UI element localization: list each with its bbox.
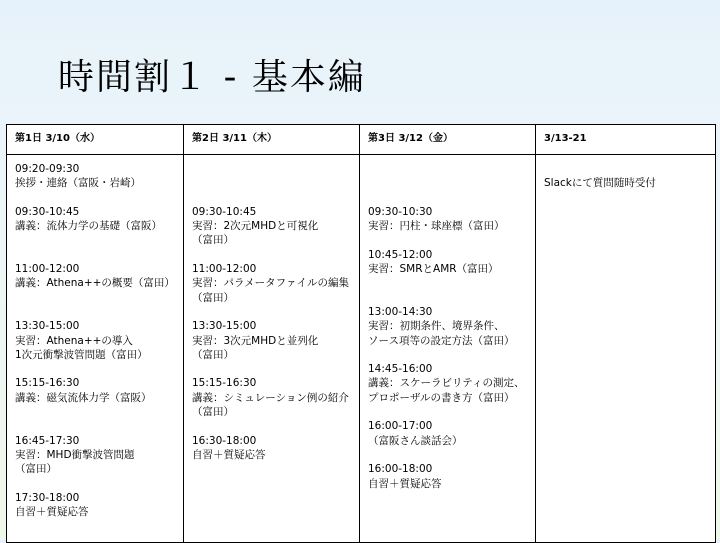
schedule-line: 実習：2次元MHDと可視化 — [192, 220, 319, 233]
schedule-body-row — [7, 155, 716, 543]
schedule-line: 講義：スケーラビリティの測定、 — [368, 377, 525, 390]
schedule-spacer — [368, 291, 535, 305]
schedule-line: 実習：初期条件、境界条件、 — [368, 320, 505, 333]
header-day2: 第2日 3/11（木） — [184, 125, 360, 155]
schedule-line: 講義：Athena++の概要（富田） — [15, 277, 175, 290]
schedule-spacer — [15, 419, 183, 433]
schedule-line: 09:30-10:45 — [192, 205, 257, 218]
schedule-line: ソース項等の設定方法（富田） — [368, 334, 515, 347]
schedule-line: （富田） — [15, 463, 57, 476]
schedule-spacer — [15, 233, 183, 247]
schedule-line: 実習：3次元MHDと並列化 — [192, 334, 319, 347]
schedule-line: 自習＋質疑応答 — [368, 477, 442, 490]
schedule-spacer — [192, 162, 359, 176]
day3-schedule-cell — [360, 155, 536, 543]
schedule-line: （富田） — [192, 234, 234, 247]
slide-title: 時間割１ - 基本編 — [58, 57, 366, 98]
schedule-spacer — [368, 448, 535, 462]
day2-schedule-cell — [184, 155, 360, 543]
schedule-line: 15:15-16:30 — [15, 377, 80, 390]
schedule-line: 実習：パラメータファイルの編集 — [192, 277, 349, 290]
schedule-spacer — [192, 419, 359, 433]
schedule-line: 自習＋質疑応答 — [15, 506, 89, 519]
schedule-line: 09:20-09:30 — [15, 163, 80, 175]
header-followup: 3/13-21 — [536, 125, 716, 155]
schedule-spacer — [15, 191, 183, 205]
schedule-spacer — [15, 291, 183, 305]
schedule-line: 実習：MHD衝撃波管問題 — [15, 448, 135, 461]
schedule-spacer — [15, 248, 183, 262]
schedule-line: 1次元衝撃波管問題（富田） — [15, 348, 148, 361]
schedule-line: 17:30-18:00 — [15, 491, 80, 504]
schedule-line: （富田） — [192, 291, 234, 304]
schedule-line: 講義：流体力学の基礎（富阪） — [15, 220, 162, 233]
schedule-spacer — [192, 176, 359, 190]
day1-schedule-cell — [7, 155, 184, 543]
schedule-spacer — [368, 348, 535, 362]
schedule-header-row — [7, 125, 716, 155]
schedule-line: 自習＋質疑応答 — [192, 448, 266, 461]
schedule-line: 実習：Athena++の導入 — [15, 334, 133, 347]
schedule-spacer — [192, 305, 359, 319]
schedule-line: 10:45-12:00 — [368, 248, 433, 261]
schedule-spacer — [192, 248, 359, 262]
schedule-line: 09:30-10:30 — [368, 205, 433, 218]
schedule-line: 09:30-10:45 — [15, 205, 80, 218]
schedule-line: 16:30-18:00 — [192, 434, 257, 447]
schedule-line: 実習：円柱・球座標（富田） — [368, 220, 505, 233]
followup-schedule-cell — [536, 155, 716, 543]
schedule-line: Slackにて質問随時受付 — [544, 177, 656, 190]
schedule-line: 11:00-12:00 — [15, 263, 80, 276]
schedule-spacer — [368, 233, 535, 247]
schedule-spacer — [192, 362, 359, 376]
schedule-line: （富田） — [192, 348, 234, 361]
schedule-line: 講義：シミュレーション例の紹介 — [192, 391, 349, 404]
schedule-spacer — [368, 405, 535, 419]
schedule-line: 14:45-16:00 — [368, 363, 433, 376]
schedule-line: 挨拶・連絡（富阪・岩崎） — [15, 177, 141, 190]
header-day1: 第1日 3/10（水） — [7, 125, 184, 155]
schedule-spacer — [15, 362, 183, 376]
schedule-line: （富阪さん談話会） — [368, 434, 463, 447]
schedule-line: 11:00-12:00 — [192, 263, 257, 276]
schedule-spacer — [368, 162, 535, 176]
schedule-line: 13:30-15:00 — [192, 320, 257, 333]
schedule-spacer — [192, 191, 359, 205]
schedule-line: （富田） — [192, 406, 234, 419]
schedule-spacer — [368, 176, 535, 190]
schedule-table — [6, 124, 716, 543]
schedule-line: プロポーザルの書き方（富田） — [368, 391, 515, 404]
schedule-spacer — [15, 305, 183, 319]
schedule-line: 16:00-18:00 — [368, 463, 433, 476]
schedule-line: 16:00-17:00 — [368, 420, 433, 433]
schedule-line: 16:45-17:30 — [15, 434, 80, 447]
schedule-line: 実習：SMRとAMR（富田） — [368, 263, 499, 276]
schedule-line: 13:00-14:30 — [368, 305, 433, 318]
schedule-line: 15:15-16:30 — [192, 377, 257, 390]
schedule-spacer — [544, 162, 715, 176]
schedule-line: 13:30-15:00 — [15, 320, 80, 333]
schedule-spacer — [15, 477, 183, 491]
schedule-spacer — [368, 191, 535, 205]
schedule-line: 講義：磁気流体力学（富阪） — [15, 391, 152, 404]
schedule-spacer — [15, 405, 183, 419]
schedule-spacer — [368, 276, 535, 290]
header-day3: 第3日 3/12（金） — [360, 125, 536, 155]
